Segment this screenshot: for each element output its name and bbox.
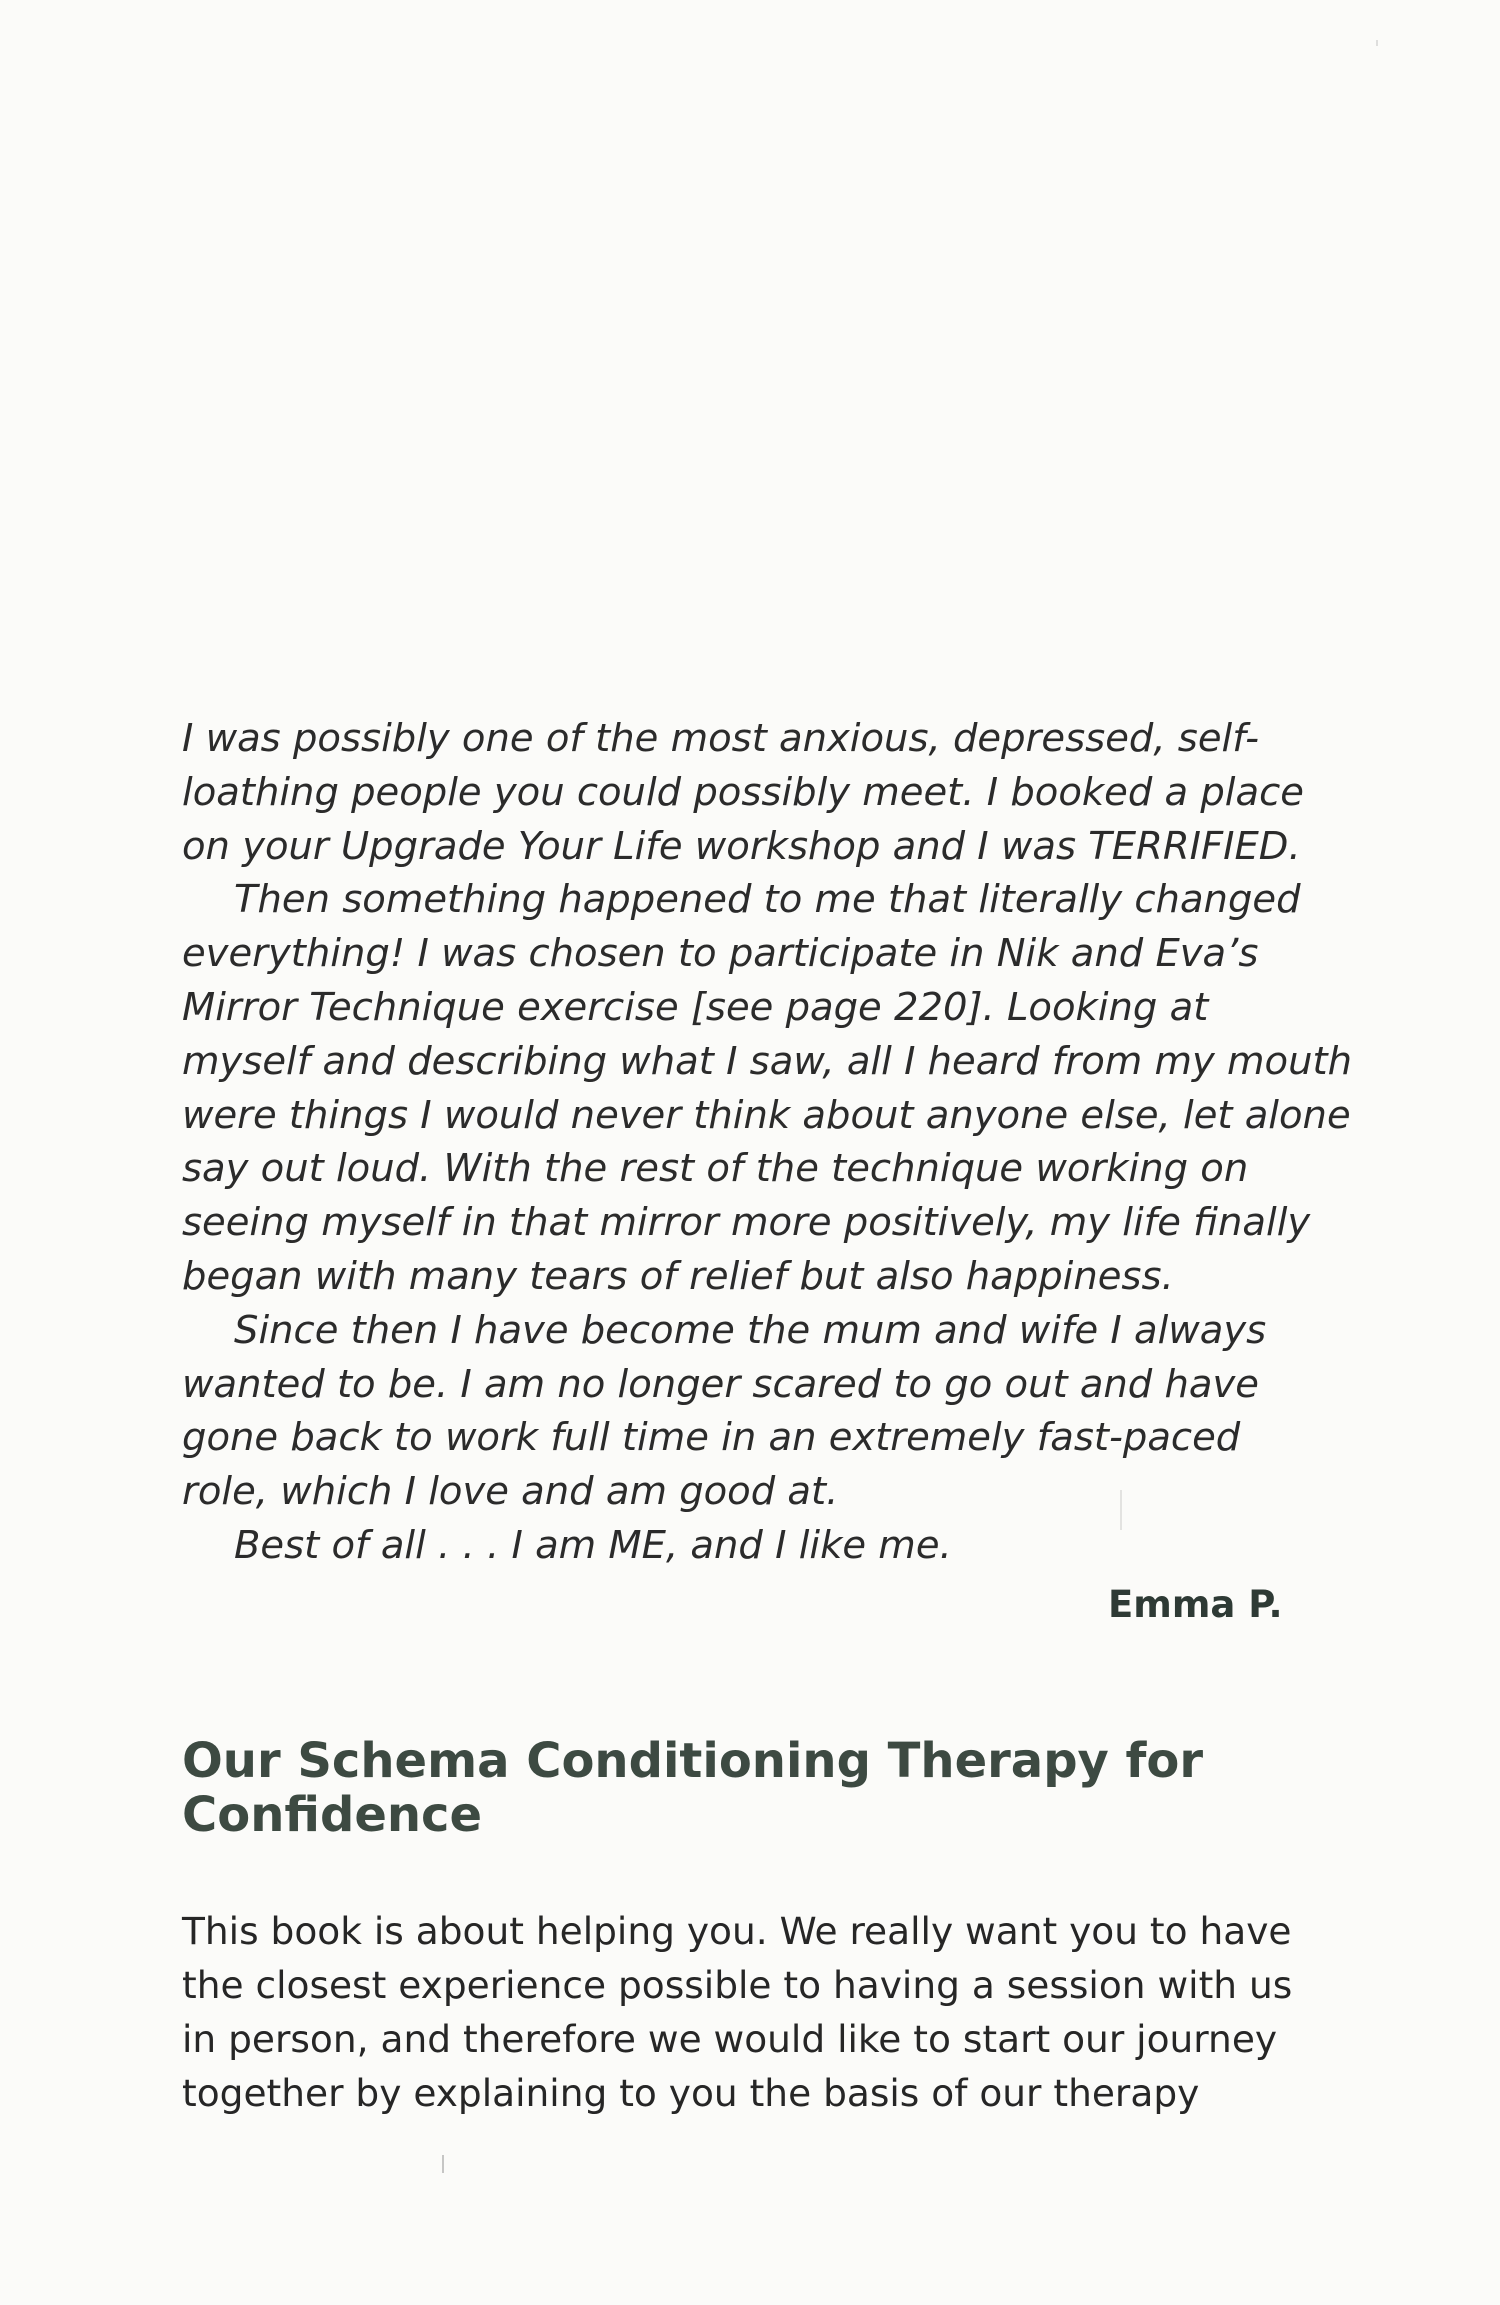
testimonial-line: began with many tears of relief but also happiness. <box>182 1253 1174 1299</box>
testimonial-line: were things I would never think about anyone else, let alone <box>182 1092 1351 1138</box>
testimonial-line: wanted to be. I am no longer scared to go out and have <box>182 1361 1259 1407</box>
testimonial-line: seeing myself in that mirror more positively, my life finally <box>182 1200 1311 1246</box>
scan-speck <box>1376 40 1378 46</box>
testimonial-line: say out loud. With the rest of the technique working on <box>182 1146 1249 1192</box>
testimonial-line: loathing people you could possibly meet. I booked a place <box>182 769 1304 815</box>
body-line: in person, and therefore we would like to start our journey <box>182 2017 1278 2061</box>
body-line: the closest experience possible to having a session with us <box>182 1963 1293 2007</box>
testimonial-line: I was possibly one of the most anxious, depressed, self- <box>182 716 1260 761</box>
testimonial-line: Then something happened to me that literally changed <box>234 877 1301 923</box>
testimonial-signature: Emma P. <box>1108 1583 1283 1626</box>
testimonial-line: Best of all . . . I am ME, and I like me. <box>234 1522 952 1568</box>
testimonial-line: on your Upgrade Your Life workshop and I was TERRIFIED. <box>182 823 1301 869</box>
testimonial-line: everything! I was chosen to participate in Nik and Eva’s <box>182 931 1259 977</box>
scan-speck <box>442 2155 444 2173</box>
section-heading-line: Confidence <box>182 1787 483 1843</box>
body-line: together by explaining to you the basis of our therapy <box>182 2071 1200 2115</box>
body-line: This book is about helping you. We really want you to have <box>182 1909 1292 1953</box>
testimonial-quote <box>182 712 1352 1573</box>
testimonial-line: Since then I have become the mum and wife I always <box>234 1307 1267 1353</box>
body-paragraph <box>182 1904 1332 2120</box>
testimonial-line: Mirror Technique exercise [see page 220]. Looking at <box>182 984 1209 1030</box>
scan-speck <box>1120 1490 1122 1530</box>
testimonial-line: gone back to work full time in an extremely fast-paced <box>182 1415 1241 1461</box>
section-heading-line: Our Schema Conditioning Therapy for <box>182 1733 1204 1789</box>
section-heading <box>182 1734 1282 1842</box>
testimonial-line: myself and describing what I saw, all I heard from my mouth <box>182 1038 1353 1084</box>
testimonial-line: role, which I love and am good at. <box>182 1469 839 1515</box>
